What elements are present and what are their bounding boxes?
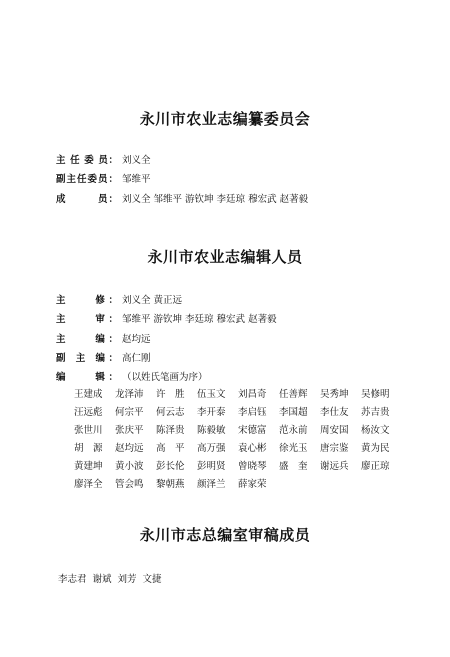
member-name: 李启钰 [238,407,267,418]
names-text: 刘义全 [122,155,151,166]
member-name: 陈毅敏 [197,425,226,436]
role-label: 主 编： [56,334,118,345]
member-name: 廖泽全 [74,479,103,490]
member-name: 伍玉文 [197,389,226,400]
member-name: 吴修明 [361,389,390,400]
member-name: 李仕友 [320,407,349,418]
member-name: 曾晓琴 [238,461,267,472]
member-name: 李开泰 [197,407,226,418]
member-name: 彭长伦 [156,461,185,472]
committee-row-vice-chair [56,171,151,185]
names-text: 刘义全 邹维平 游钦坤 李廷琼 穆宏武 赵著毅 [122,194,309,205]
committee-row-members [56,191,308,205]
names-text: 赵均远 [122,334,151,345]
member-name: 高万强 [197,443,226,454]
editor-member-list [74,386,410,494]
member-name: 王建成 [74,389,103,400]
member-name: 高 平 [156,443,185,454]
role-label: 副 主 编： [56,353,118,364]
member-name: 黄为民 [361,443,390,454]
names-text: 邹维平 [122,174,151,185]
member-name: 周安国 [320,425,349,436]
member-name: 许 胜 [156,389,185,400]
names-text: 高仁刚 [122,353,151,364]
member-name: 张世川 [74,425,103,436]
member-name: 何云志 [156,407,185,418]
reviewer-names: 李志君 谢斌 刘芳 文捷 [58,574,162,585]
member-name: 唐宗鉴 [320,443,349,454]
member-name: 苏吉贵 [361,407,390,418]
editors-title: 永川市农业志编辑人员 [147,248,303,266]
member-name: 胡 源 [74,443,103,454]
member-name: 颜泽兰 [197,479,226,490]
member-name: 范永前 [279,425,308,436]
member-name: 彭明贤 [197,461,226,472]
names-text: 刘义全 黄正远 [122,295,183,306]
member-name: 徐光玉 [279,443,308,454]
committee-title: 永川市农业志编纂委员会 [139,110,311,128]
member-name: 管会鸣 [115,479,144,490]
member-name: 宋德富 [238,425,267,436]
member-name: 吴秀坤 [320,389,349,400]
member-name: 盛 奎 [279,461,308,472]
role-label: 编 辑： [56,372,118,383]
editors-row-chief-editor [56,331,151,345]
review-title: 永川市志总编室审稿成员 [139,526,311,544]
member-name: 袁心彬 [238,443,267,454]
editors-row-deputy-editor [56,350,151,364]
role-label: 主 审： [56,314,118,325]
role-label: 主 任 委 员： [56,155,118,166]
member-name: 杨汝文 [361,425,390,436]
member-name: 汪远彪 [74,407,103,418]
names-text: 邹维平 游钦坤 李廷琼 穆宏武 赵著毅 [122,314,277,325]
member-name: 赵均远 [115,443,144,454]
role-label: 副主任委员： [56,174,118,185]
member-name: 薛家荣 [238,479,267,490]
role-label: 主 修： [56,295,118,306]
member-name: 黄建坤 [74,461,103,472]
committee-row-chair [56,152,151,166]
names-text: （以姓氏笔画为序） [122,372,208,383]
member-name: 黎朝燕 [156,479,185,490]
member-name: 李国超 [279,407,308,418]
editors-row-chief-reviewer [56,311,277,325]
member-name: 张庆平 [115,425,144,436]
role-label: 成 员： [56,194,118,205]
editors-row-editors [56,369,208,383]
member-name: 廖正琼 [361,461,390,472]
member-name: 任善辉 [279,389,308,400]
member-name: 陈泽贵 [156,425,185,436]
member-name: 谢远兵 [320,461,349,472]
member-name: 黄小波 [115,461,144,472]
member-name: 刘昌奇 [238,389,267,400]
editors-row-chief-compiler [56,292,182,306]
member-name: 龙泽沛 [115,389,144,400]
member-name: 何宗平 [115,407,144,418]
